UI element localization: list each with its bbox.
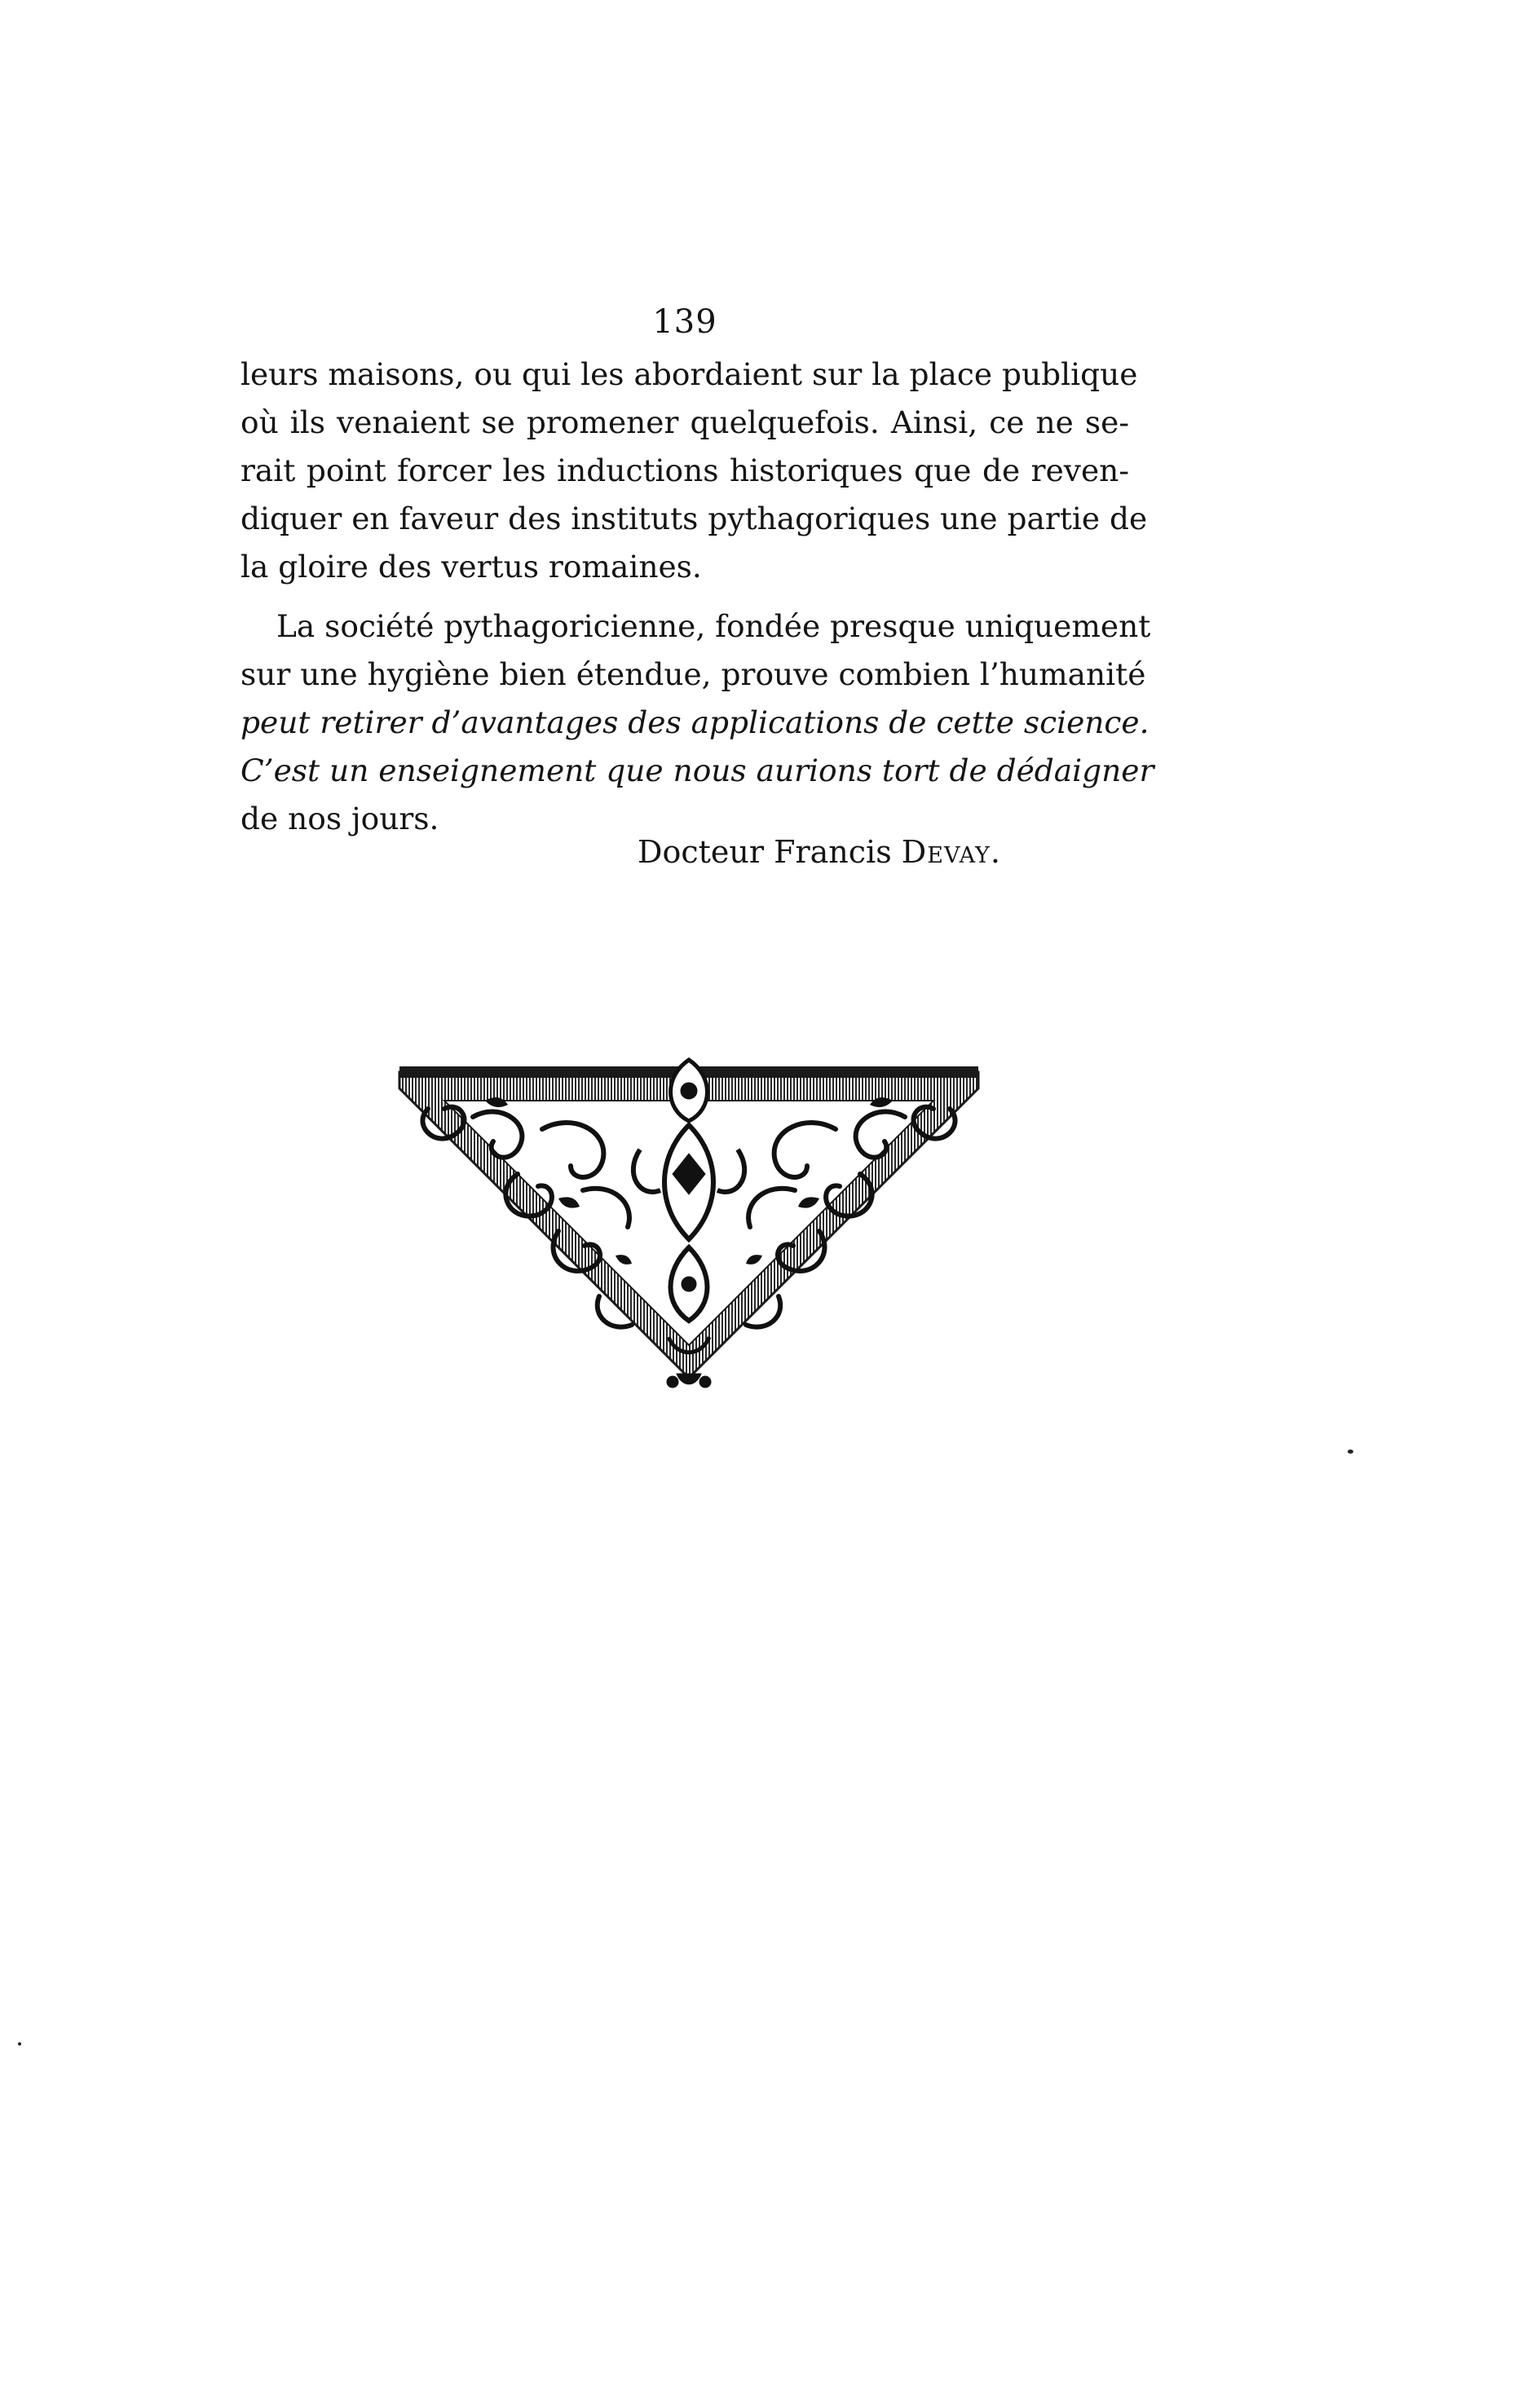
ink-speck [1348,1450,1353,1454]
author-signature [638,828,1029,876]
signature-suffix: . [990,834,1000,870]
body-text [240,351,1154,843]
text-line: la gloire des vertus romaines. [240,549,702,585]
text-line: peut retirer d’avantages des applications de cette science. [240,704,1149,740]
paragraph-2 [240,602,1154,843]
signature-surname: Devay [901,834,991,870]
text-line: La société pythagoricienne, fondée presque uniquement [276,608,1151,644]
text-line: où ils venaient se promener quelquefois. Ainsi, ce ne se- [240,404,1129,440]
ink-speck [18,2042,21,2046]
cul-de-lampe-ornament [395,1052,982,1435]
signature-prefix: Docteur Francis [638,834,902,870]
page-number: 139 [652,303,717,341]
text-line: C’est un enseignement que nous aurions tort de dédaigner [240,753,1154,788]
text-line: rait point forcer les inductions historiques que de reven- [240,452,1129,488]
text-line: diquer en faveur des instituts pythagoriques une partie de [240,501,1148,536]
text-line: sur une hygiène bien étendue, prouve combien l’humanité [240,656,1146,692]
paragraph-1 [240,351,1148,591]
text-line: de nos jours. [240,801,439,836]
text-line: leurs maisons, ou qui les abordaient sur la place publique [240,356,1138,392]
